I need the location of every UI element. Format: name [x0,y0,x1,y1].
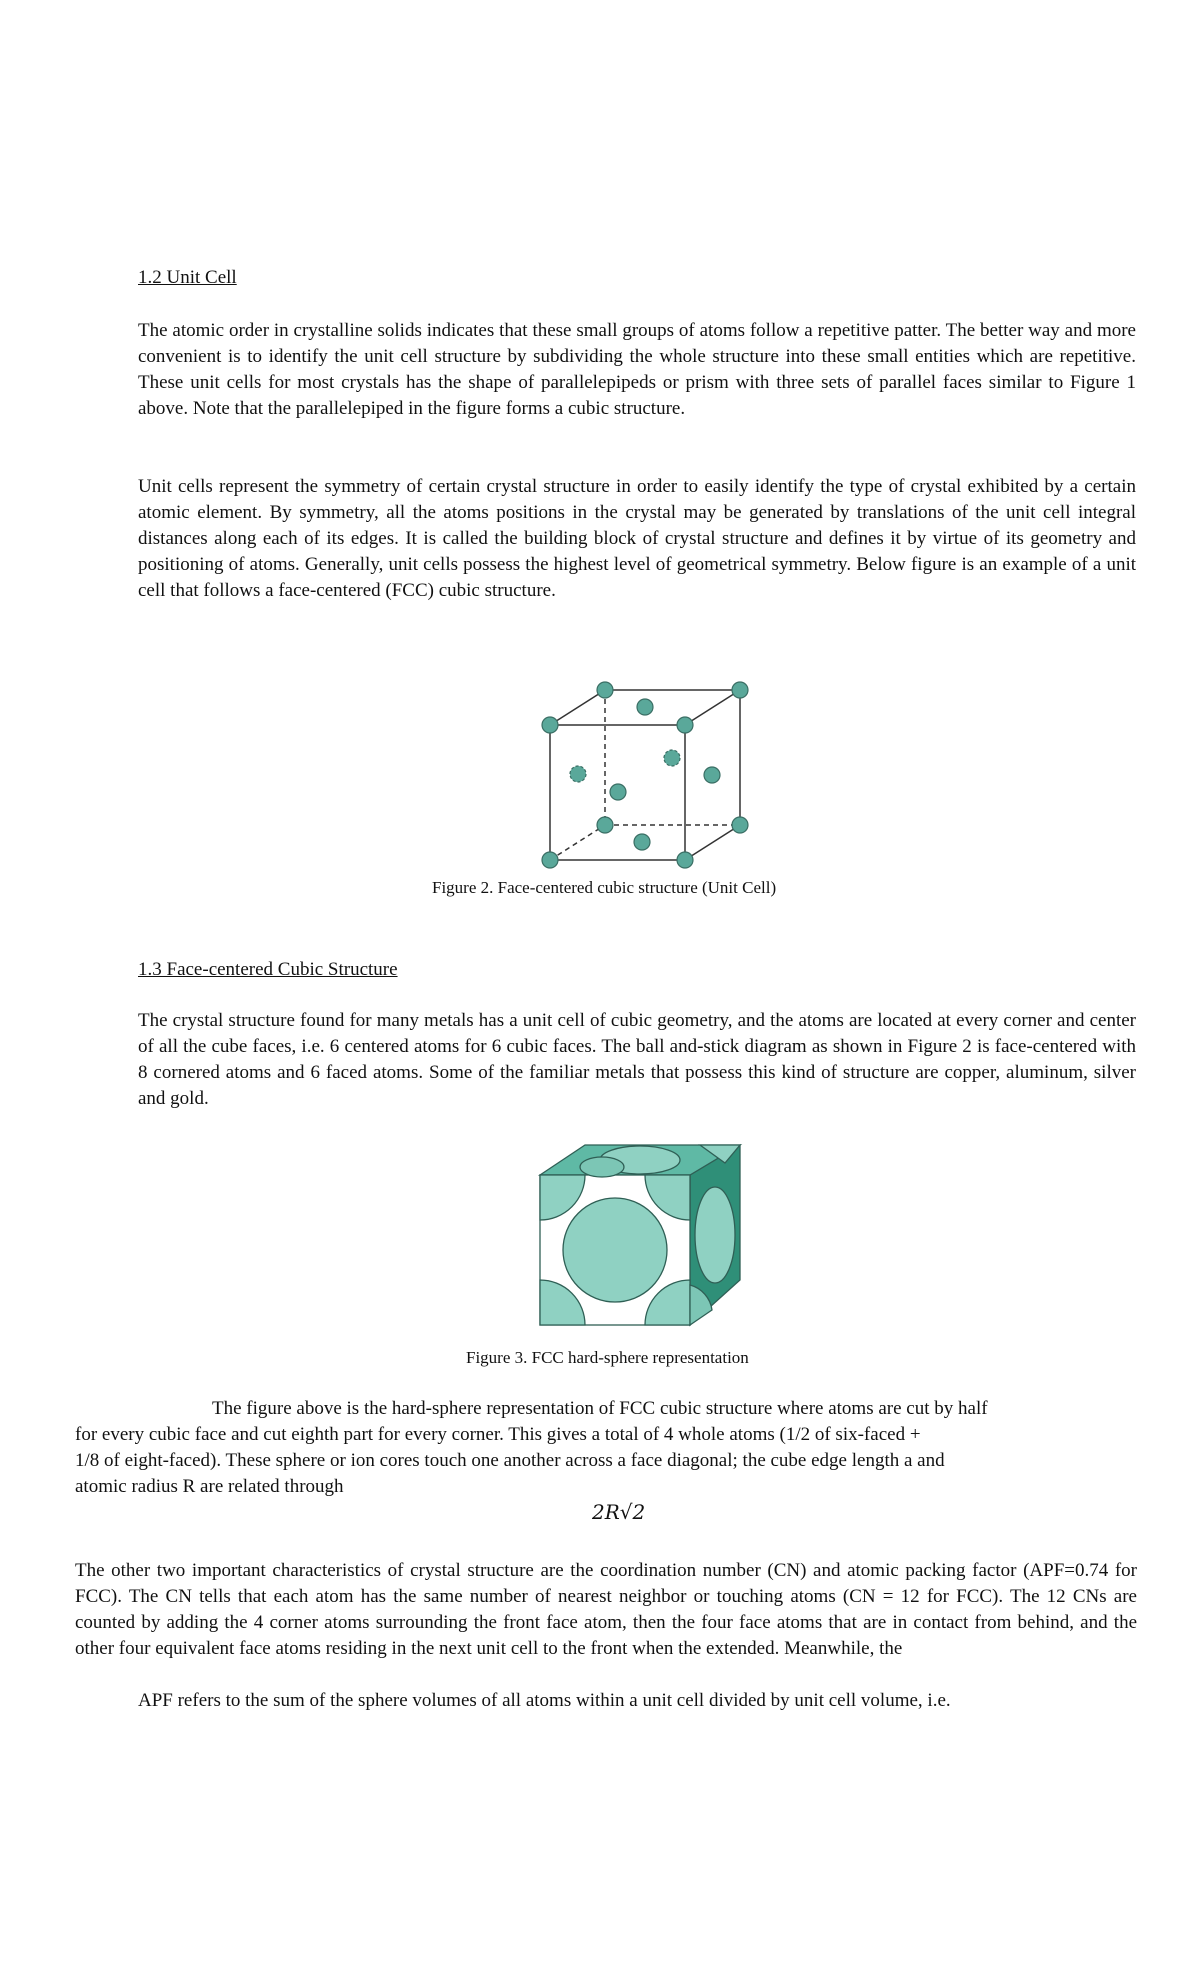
figure-3-caption: Figure 3. FCC hard-sphere representation [466,1348,749,1367]
fcc-unit-cell-figure [530,670,770,870]
fcc-hard-sphere-figure [540,1145,750,1335]
section-heading-unit-cell: 1.2 Unit Cell [138,267,237,288]
paragraph-unit-cell-2: Unit cells represent the symmetry of certain crystal structure in order to easily identify the type of crystal exhibited by a certain atomic element. By symmetry, all the atoms positions in the crystal may be generated by translations of the unit cell integral distances along each of its edges. It is called the building block of crystal structure and defines it by virtue of its geometry and positioning of atoms. Generally, unit cells possess the highest level of geometrical symmetry. Below figure is an example of a unit cell that follows a face-centered (FCC) cubic structure. [138,476,1136,601]
hard-sphere-line-2: for every cubic face and cut eighth part for every corner. This gives a total of 4 whole atoms (1/2 of six-faced + [75,1424,921,1445]
edge-length-formula: 2R√2 [592,1500,646,1524]
paragraph-unit-cell-1: The atomic order in crystalline solids indicates that these small groups of atoms follow a repetitive patter. The better way and more convenient is to identify the unit cell structure by subdividing the whole structure into these small entities which are repetitive. These unit cells for most crystals has the shape of parallelepipeds or prism with three sets of parallel faces similar to Figure 1 above. Note that the parallelepiped in the figure forms a cubic structure. [138,320,1136,419]
hard-sphere-line-3: 1/8 of eight-faced). These sphere or ion cores touch one another across a face diagonal; the cube edge length a and [75,1450,945,1471]
apf-definition-line: APF refers to the sum of the sphere volumes of all atoms within a unit cell divided by unit cell volume, i.e. [138,1690,951,1711]
paragraph-fcc-characteristics: The other two important characteristics of crystal structure are the coordination number (CN) and atomic packing factor (APF=0.74 for FCC). The CN tells that each atom has the same number of nearest neighbor or touching atoms (CN = 12 for FCC). The 12 CNs are counted by adding the 4 corner atoms surrounding the front face atom, then the four face atoms that are in contact from behind, and the other four equivalent face atoms residing in the next unit cell to the front when the extended. Meanwhile, the [75,1560,1137,1659]
figure-2-caption: Figure 2. Face-centered cubic structure (Unit Cell) [432,878,777,897]
hard-sphere-line-4: atomic radius R are related through [75,1476,344,1497]
hard-sphere-line-1: The figure above is the hard-sphere representation of FCC cubic structure where atoms are cut by half [212,1398,988,1419]
paragraph-fcc-1: The crystal structure found for many metals has a unit cell of cubic geometry, and the atoms are located at every corner and center of all the cube faces, i.e. 6 centered atoms for 6 cubic faces. The ball and-stick diagram as shown in Figure 2 is face-centered with 8 cornered atoms and 6 faced atoms. Some of the familiar metals that possess this kind of structure are copper, aluminum, silver and gold. [138,1010,1136,1109]
section-heading-fcc: 1.3 Face-centered Cubic Structure [138,959,398,980]
